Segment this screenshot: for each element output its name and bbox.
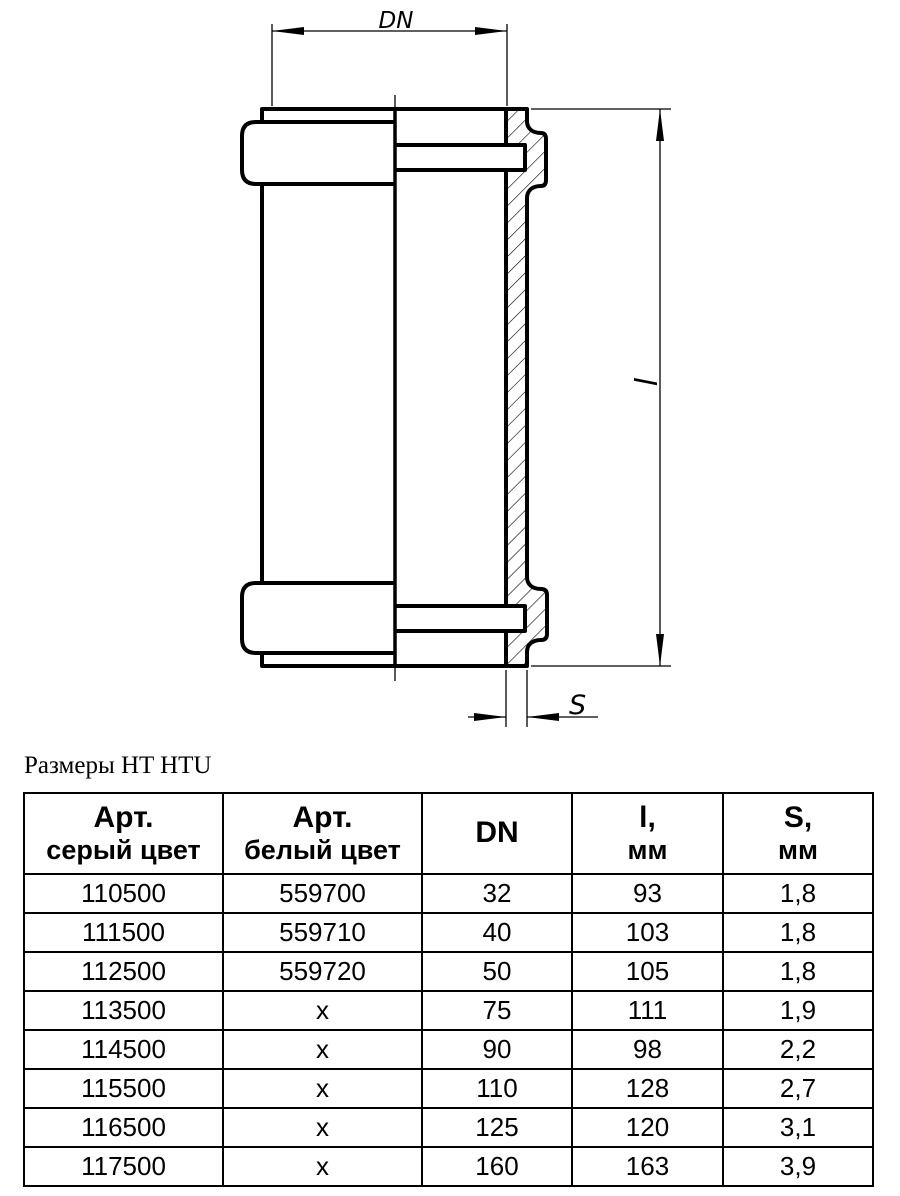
header-line2: серый цвет <box>46 835 201 866</box>
header-line1: l, <box>639 800 656 834</box>
header-line2: мм <box>627 835 668 866</box>
table-cell: 111 <box>572 991 723 1030</box>
table-cell: 112500 <box>24 952 223 991</box>
arrow-down-icon <box>656 634 664 666</box>
table-cell: 111500 <box>24 913 223 952</box>
header-line2: мм <box>778 835 818 866</box>
table-cell: 2,2 <box>723 1030 873 1069</box>
arrow-up-icon <box>656 109 664 141</box>
table-cell: 1,8 <box>723 913 873 952</box>
column-header-l <box>572 793 723 874</box>
table-cell: 40 <box>422 913 572 952</box>
table-cell: 115500 <box>24 1069 223 1108</box>
top-groove <box>395 145 525 170</box>
table-row <box>24 1069 873 1108</box>
table-cell: x <box>223 1147 422 1186</box>
column-header-s <box>723 793 873 874</box>
table-row <box>24 1147 873 1186</box>
table-row <box>24 1030 873 1069</box>
table-cell: 160 <box>422 1147 572 1186</box>
table-cell: 103 <box>572 913 723 952</box>
table-cell: 3,9 <box>723 1147 873 1186</box>
header-line1: S, <box>783 800 813 834</box>
hatched-section <box>506 109 547 666</box>
table-row <box>24 952 873 991</box>
table-cell: 110 <box>422 1069 572 1108</box>
header-line2: белый цвет <box>244 835 401 866</box>
table-cell: x <box>223 1108 422 1147</box>
table-cell: x <box>223 991 422 1030</box>
table-cell: 116500 <box>24 1108 223 1147</box>
s-label: S <box>569 690 587 721</box>
table-cell: 105 <box>572 952 723 991</box>
top-socket-bulge <box>242 122 395 184</box>
table-cell: 559710 <box>223 913 422 952</box>
table-row <box>24 991 873 1030</box>
table-cell: 114500 <box>24 1030 223 1069</box>
table-cell: 2,7 <box>723 1069 873 1108</box>
coupling-body <box>242 109 527 666</box>
table-cell: 559720 <box>223 952 422 991</box>
table-cell: 32 <box>422 874 572 913</box>
bottom-groove <box>395 606 525 631</box>
table-cell: 75 <box>422 991 572 1030</box>
column-header-art-grey <box>24 793 223 874</box>
table-cell: 1,8 <box>723 874 873 913</box>
header-line1: DN <box>475 816 519 850</box>
section-title: Размеры HT HTU <box>24 752 212 779</box>
table-cell: 98 <box>572 1030 723 1069</box>
table-cell: 3,1 <box>723 1108 873 1147</box>
table-cell: 120 <box>572 1108 723 1147</box>
table-cell: 559700 <box>223 874 422 913</box>
table-cell: 128 <box>572 1069 723 1108</box>
bottom-socket-bulge <box>242 583 395 653</box>
table-row <box>24 874 873 913</box>
table-cell: 1,9 <box>723 991 873 1030</box>
table-cell: 113500 <box>24 991 223 1030</box>
column-header-dn <box>422 793 572 874</box>
arrow-right-icon <box>475 27 507 35</box>
table-body <box>24 874 873 1186</box>
table-cell: x <box>223 1069 422 1108</box>
table-cell: 50 <box>422 952 572 991</box>
header-row <box>24 793 873 874</box>
arrow-s-left-icon <box>474 713 506 721</box>
header-line1: Арт. <box>292 800 353 834</box>
arrow-left-icon <box>272 27 304 35</box>
table-cell: 117500 <box>24 1147 223 1186</box>
arrow-s-right-icon <box>527 713 559 721</box>
dn-label: DN <box>378 8 414 34</box>
l-label: l <box>626 377 661 386</box>
dimensions-table <box>23 792 874 1187</box>
table-cell: 90 <box>422 1030 572 1069</box>
column-header-art-white <box>223 793 422 874</box>
table-row <box>24 1108 873 1147</box>
table-cell: 125 <box>422 1108 572 1147</box>
table-cell: 110500 <box>24 874 223 913</box>
table-cell: 1,8 <box>723 952 873 991</box>
table-cell: x <box>223 1030 422 1069</box>
table-cell: 163 <box>572 1147 723 1186</box>
table-row <box>24 913 873 952</box>
table-cell: 93 <box>572 874 723 913</box>
header-line1: Арт. <box>93 800 154 834</box>
